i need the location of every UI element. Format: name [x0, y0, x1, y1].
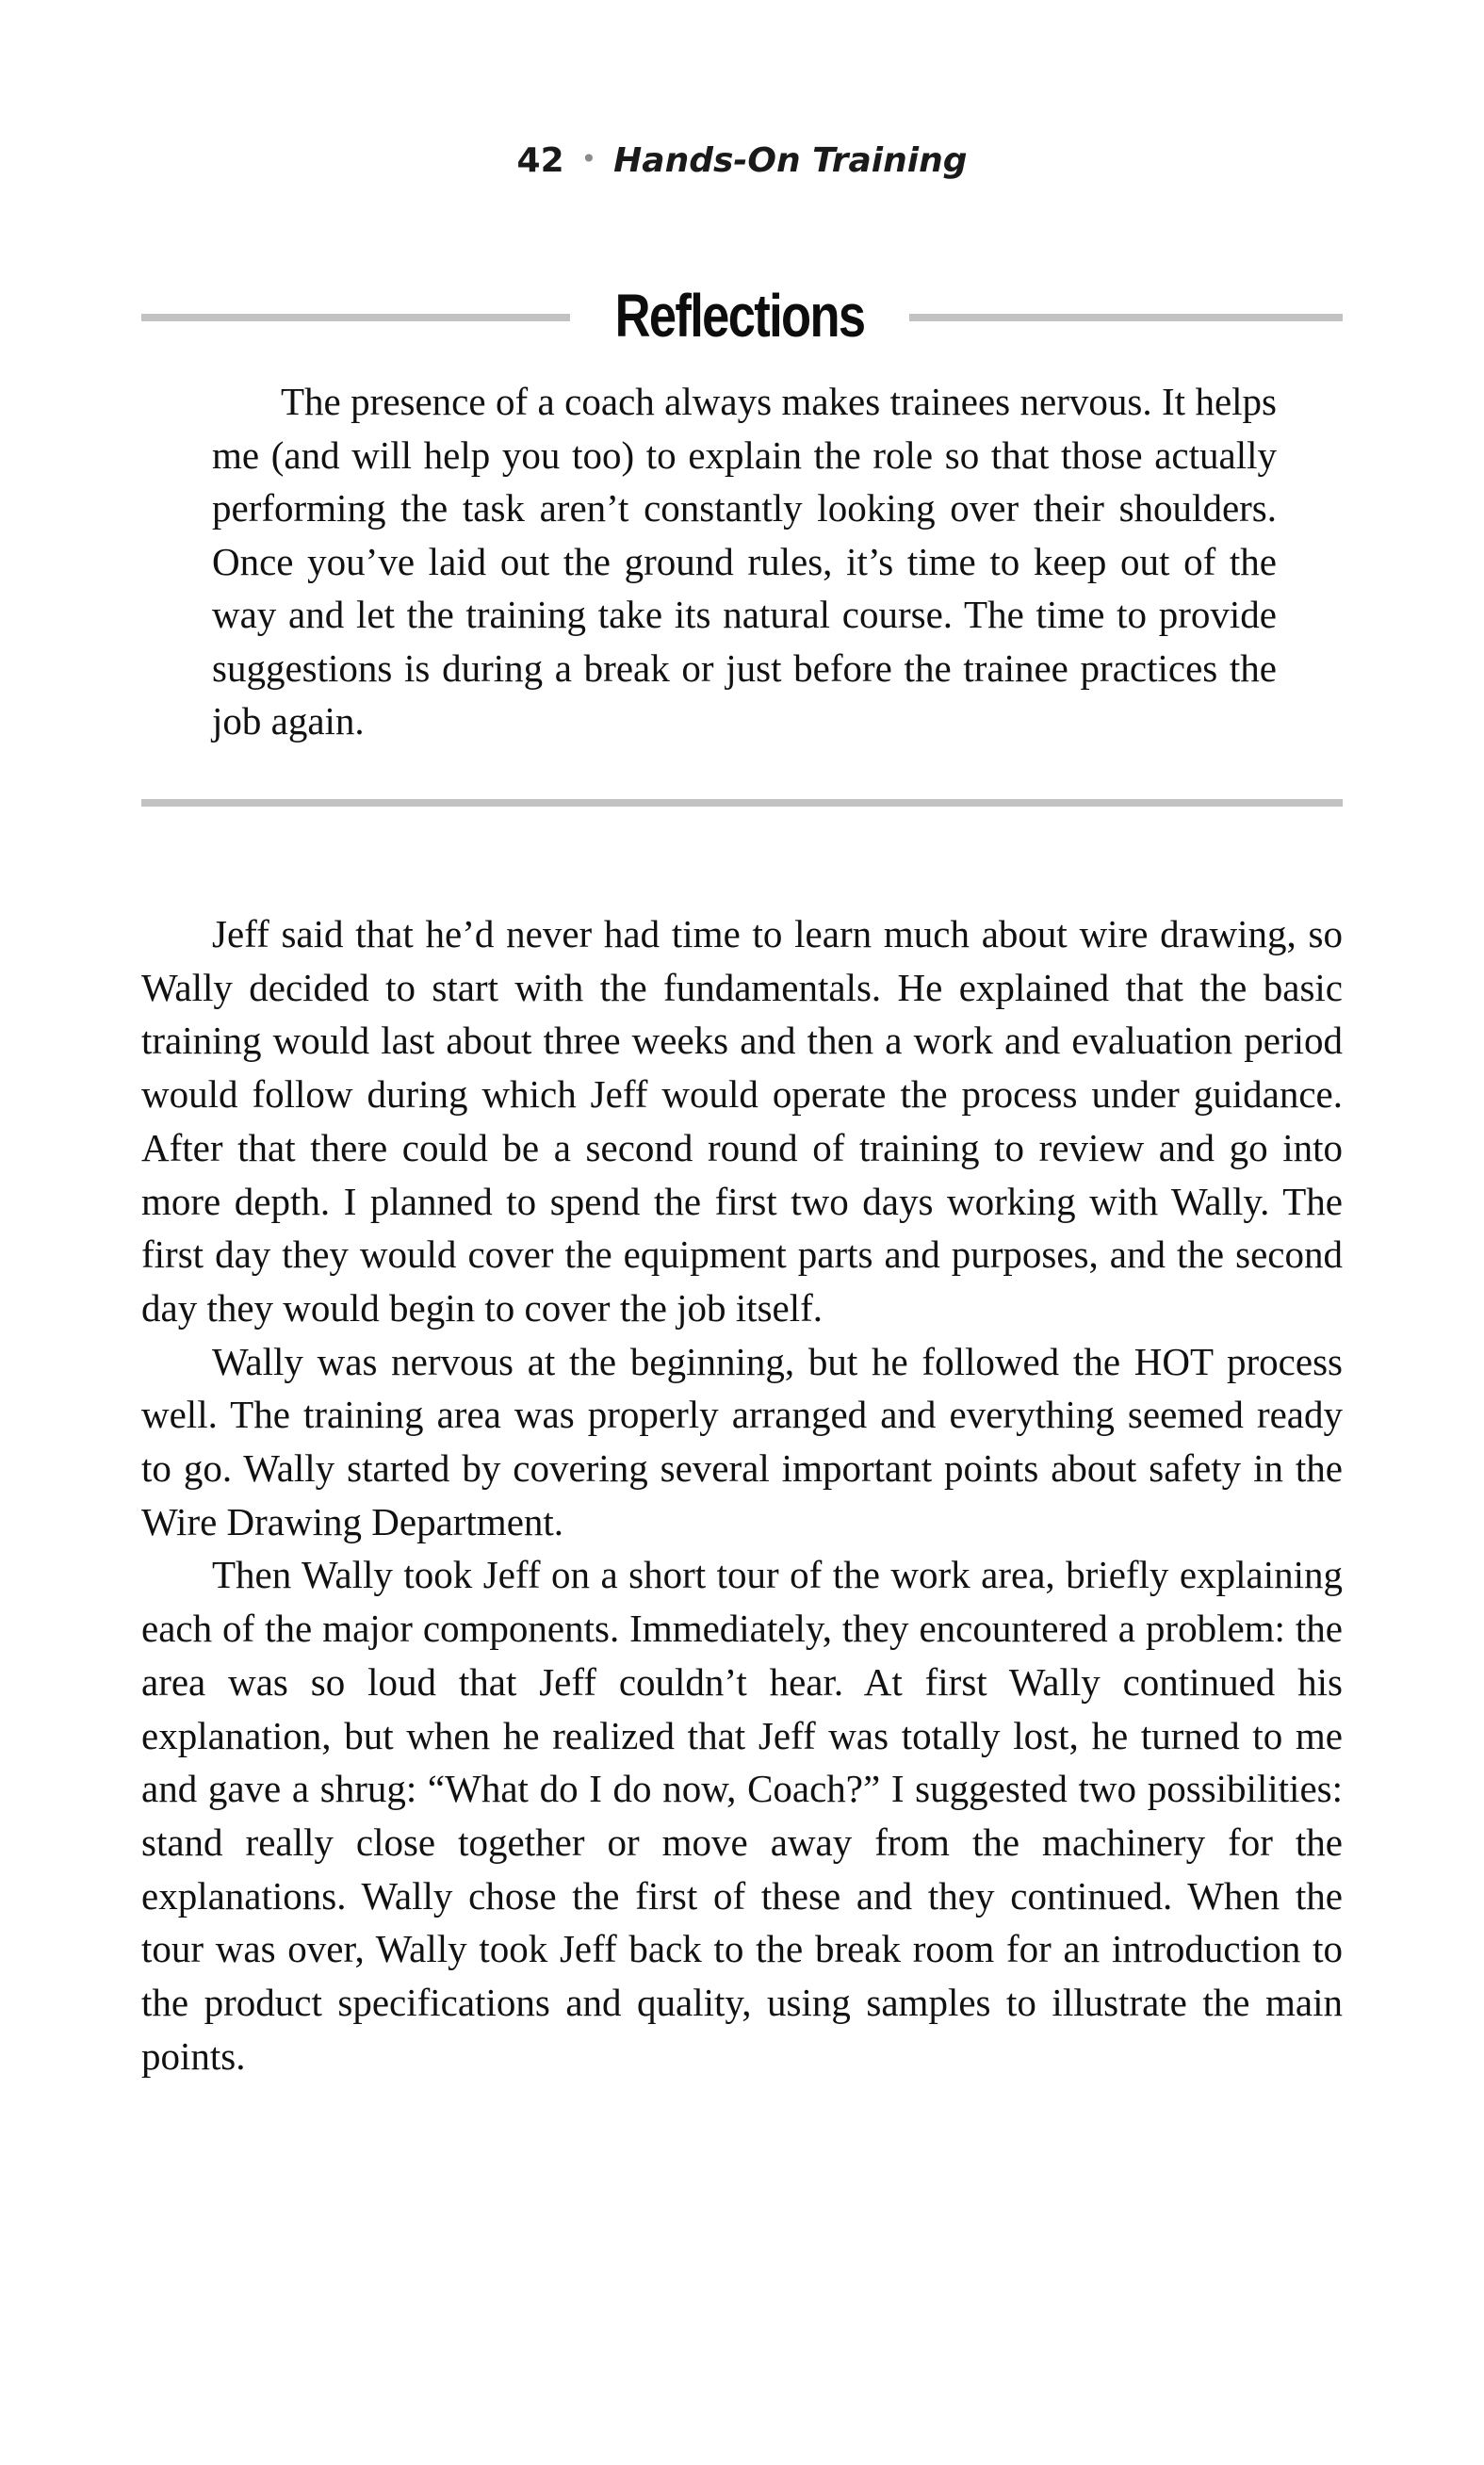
reflections-bottom-rule [141, 799, 1343, 807]
page-number: 42 [516, 141, 564, 180]
header-separator: • [580, 143, 597, 174]
body-text [141, 907, 1343, 2082]
reflections-rule-left [141, 314, 570, 321]
book-title: Hands-On Training [613, 141, 968, 180]
body-paragraph: Then Wally took Jeff on a short tour of the work area, briefly explaining each of the major components. Immediately, they encountered a problem: the area was so loud that Jeff couldn’t hear. At first Wally continued his explanation, but when he realized that Jeff was totally lost, he turned to me and gave a shrug: “What do I do now, Coach?” I suggested two possibilities: stand really close together or move away from the machinery for the explanations. Wally chose the first of these and they continued. When the tour was over, Wally took Jeff back to the break room for an introduction to the product specifications and quality, using samples to illustrate the main points. [141, 1553, 1343, 2078]
body-paragraph: Jeff said that he’d never had time to learn much about wire drawing, so Wally decided to start with the fundamentals. He explained that the basic training would last about three weeks and then a work and evaluation period would follow during which Jeff would operate the process under guidance. After that there could be a second round of training to review and go into more depth. I planned to spend the first two days working with Wally. The first day they would cover the equipment parts and purposes, and the second day they would begin to cover the job itself. [141, 912, 1343, 1330]
reflections-title: Reflections [614, 282, 865, 350]
running-head [0, 135, 1484, 189]
reflections-text: The presence of a coach always makes trainees nervous. It helps me (and will help you too) to explain the role so that those actually performing the task aren’t constantly looking over their shoulders. Once you’ve laid out the ground rules, it’s time to keep out of the way and let the training take its natural course. The time to provide suggestions is during a break or just before the trainee practices the job again. [212, 380, 1277, 743]
reflections-rule-right [909, 314, 1343, 321]
reflections-header [141, 273, 1343, 358]
body-paragraph: Wally was nervous at the beginning, but he followed the HOT process well. The training area was properly arranged and everything seemed ready to go. Wally started by covering several important points about safety in the Wire Drawing Department. [141, 1339, 1343, 1543]
